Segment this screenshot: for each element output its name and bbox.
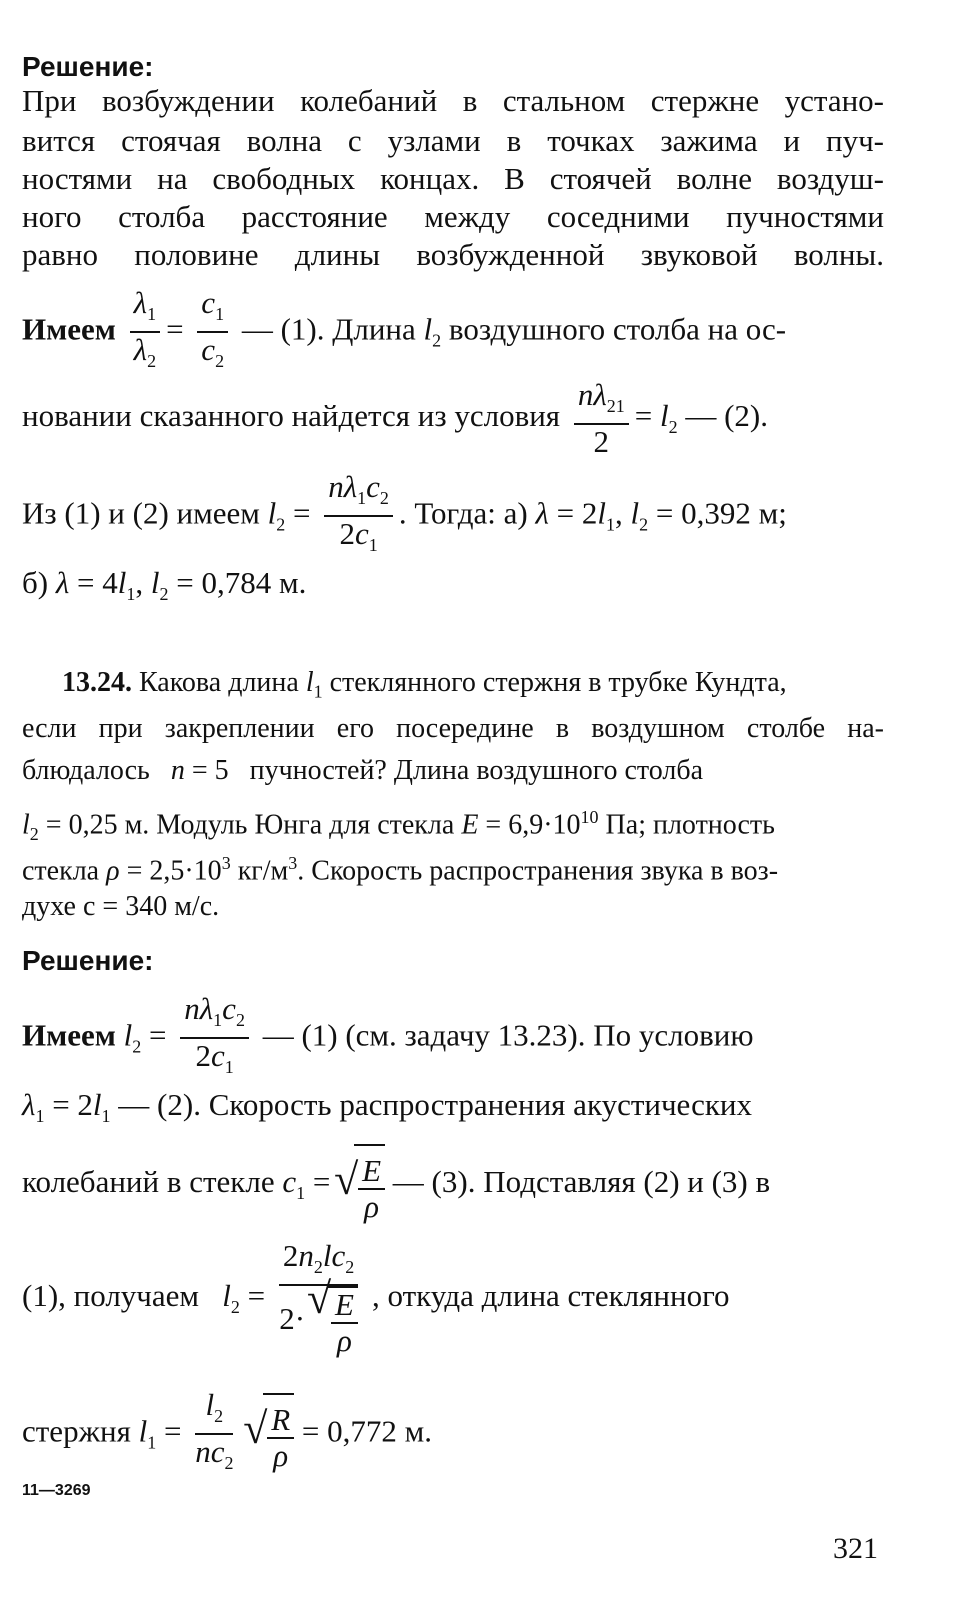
text-span: = 0,784 м. <box>176 565 307 600</box>
problem-line: если при закреплении его посередине в воздушном столбе на- <box>22 713 884 744</box>
text-span: Имеем <box>22 1017 116 1053</box>
text-span: б) <box>22 565 49 600</box>
problem-line <box>22 888 884 926</box>
fraction-n-lambda: $\frac{n\lambda_{21}}{2}$ <box>574 378 629 459</box>
text-span: = 0,772 м. <box>301 1413 433 1449</box>
text-span: духе <box>22 891 76 922</box>
text-span: = 0,392 м; <box>655 495 787 531</box>
problem-line: $l_2 = 0,25$ м. Модуль Юнга для стекла $E = 6,9\cdot 10^{10}$ Па; плотность <box>22 807 775 844</box>
text-span: стержня <box>22 1413 131 1449</box>
text-span: — (1) (см. задачу 13.23). По условию <box>262 1017 754 1053</box>
text-span: (1), получаем <box>22 1278 200 1313</box>
sqrt-e-rho: √ $\frac{E}{\rho}$ <box>354 1144 385 1226</box>
sqrt-r-rho: √ $\frac{R}{\rho}$ <box>263 1393 294 1475</box>
text-span: . Тогда: а) <box>398 495 528 531</box>
text-span: воздушного столба на ос- <box>448 311 787 347</box>
formula-line: $\lambda_1 = 2l_1$ — (2). Скорость распространения акустических <box>22 1087 752 1127</box>
text-span: Какова длина <box>139 667 299 698</box>
solution-heading-2: Решение: <box>22 945 154 976</box>
formula-line: б) $\lambda = 4l_1$, $l_2 = 0,784$ м. <box>22 565 307 605</box>
text-span: Па; плотность <box>605 809 775 841</box>
text-span: Из (1) и (2) имеем <box>22 495 260 531</box>
fraction-l2: $\frac{n\lambda_1c_2}{2c_1}$ <box>180 992 249 1084</box>
formula-line: Имеем $\frac{\lambda_1}{\lambda_2}$ = $\frac{c_1}{c_2}$ — (1). Длина $l_2$ воздушного столба на ос- <box>22 286 884 378</box>
problem-line: блюдалось n = 5 пучностей? Длина воздушного столба <box>22 755 704 786</box>
text-span: новании сказанного найдется из условия <box>22 398 561 433</box>
fraction-l2-subst: $2n_2lc_2$ 2· √ $\frac{E}{\rho}$ <box>279 1239 358 1358</box>
text-span: c = 340 м/с. <box>82 891 220 922</box>
text-span: = 0,25 м. Модуль Юнга для стекла <box>45 809 455 841</box>
text-line: При возбуждении колебаний в стальном стержне устано- <box>22 83 884 118</box>
problem-number: 13.24. <box>62 667 132 698</box>
text-span: стеклянного стержня в трубке Кундта, <box>329 667 787 698</box>
text-span: — (1). Длина <box>241 311 416 347</box>
text-span: колебаний в стекле <box>22 1164 275 1199</box>
formula-line: колебаний в стекле $c_1$ = √ $\frac{E}{\rho}$ — (3). Подставляя (2) и (3) в <box>22 1142 884 1233</box>
text-span: , откуда длина стеклянного <box>372 1278 730 1313</box>
text-span: пучностей? Длина воздушного столба <box>249 755 704 786</box>
text-span: . Скорость распространения звука в воз- <box>297 855 779 887</box>
fraction-l1: $\frac{l_2}{nc_2}$ <box>195 1387 234 1474</box>
formula-line: (1), получаем $l_2$ = $2n_2lc_2$ 2· √ $\frac{E}{\rho}$ , откуда длина стеклянного <box>22 1236 884 1367</box>
text-span: блюдалось <box>22 755 150 786</box>
text-span: стекла <box>22 855 100 887</box>
problem-line: 13.24. Какова длина $l_1$ стеклянного стержня в трубке Кундта, <box>62 667 787 702</box>
formula-line: Из (1) и (2) имеем $l_2$ = $\frac{n\lambda_1c_2}{2c_1}$ . Тогда: а) $\lambda = 2l_1$, $l_2 = 0,392$ м; <box>22 470 884 562</box>
page-number: 321 <box>833 1532 878 1565</box>
problem-line: стекла $\rho = 2,5\cdot 10^3$ $кг/м^3$. Скорость распространения звука в воз- <box>22 853 779 887</box>
fraction-lambda: $\frac{\lambda_1}{\lambda_2}$ <box>130 286 160 378</box>
solution-heading-1: Решение: <box>22 51 154 82</box>
fraction-c: $\frac{c_1}{c_2}$ <box>197 286 228 378</box>
text-span: — (3). Подставляя (2) и (3) в <box>392 1164 771 1199</box>
formula-line: Имеем $l_2$ = $\frac{n\lambda_1c_2}{2c_1}$ — (1) (см. задачу 13.23). По условию <box>22 992 884 1084</box>
formula-line: стержня $l_1$ = $\frac{l_2}{nc_2}$ √ $\frac{R}{\rho}$ = 0,772 м. <box>22 1388 884 1482</box>
text-line: вится стоячая волна с узлами в точках зажима и пуч- <box>22 123 884 158</box>
text-span: Имеем <box>22 311 116 347</box>
text-line: ного столба расстояние между соседними пучностями <box>22 199 884 234</box>
print-code: 11—3269 <box>22 1482 91 1499</box>
fraction-l2: $\frac{n\lambda_1c_2}{2c_1}$ <box>324 470 393 562</box>
formula-line: новании сказанного найдется из условия $\frac{n\lambda_{21}}{2}$ = $l_2$ — (2). <box>22 377 769 460</box>
text-span: — (2). <box>685 398 769 433</box>
text-line: ностями на свободных концах. В стоячей волне воздуш- <box>22 161 884 196</box>
text-span: — (2). Скорость распространения акустических <box>118 1087 752 1122</box>
text-line: равно половине длины возбужденной звуковой волны. <box>22 237 884 272</box>
